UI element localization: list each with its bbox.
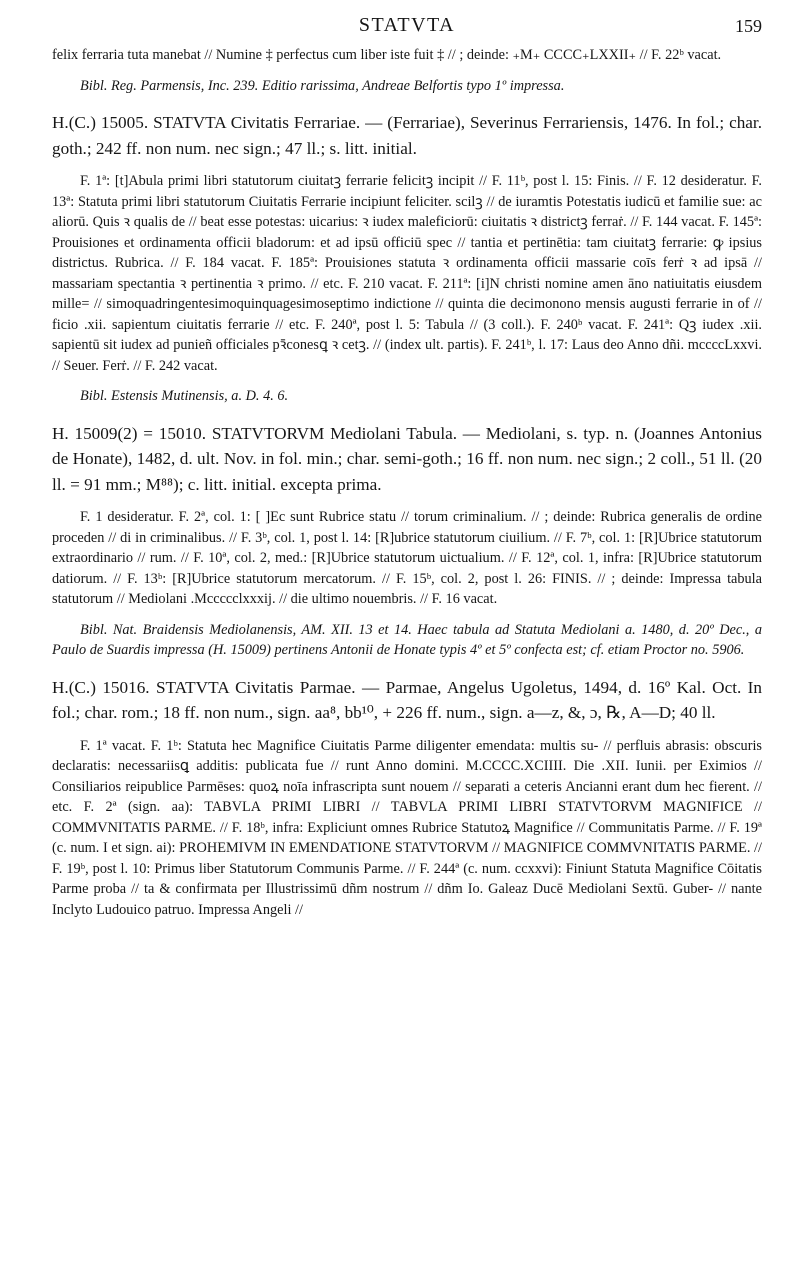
entry-description: F. 1 desideratur. F. 2ª, col. 1: [ ]Ec sunt Rubrice statu // torum criminalium. // ; deinde: Rubrica generalis de ordine proceden // di in criminalibus. // F. 3ᵇ, col. 1, post l. 14: [R]ubrice statutorum ciuilium. // F. 7ᵇ, col. 1: [R]Ubrice statutorum extraordinario // rum. // F. 10ª, col. 2, med.: [R]Ubrice statutorum uictualium. // F. 12ª, col. 1, infra: [R]Ubrice statutorum datiorum. // F. 13ᵇ: [R]Ubrice statutorum mercatorum. // F. 15ᵇ, col. 2, post l. 26: FINIS. // ; deinde: Impressa tabula statutorum // Mediolani .Mccccclxxxij. // die ultimo nouembris. // F. 16 vacat.	[52, 509, 762, 607]
running-head	[52, 14, 762, 42]
page-number: 159	[735, 16, 762, 36]
bibliography-note: Bibl. Estensis Mutinensis, a. D. 4. 6.	[80, 388, 289, 404]
entry-heading: H.(C.) 15016. STATVTA Civitatis Parmae. — Parmae, Angelus Ugoletus, 1494, d. 16º Kal. Oct. In fol.; char. rom.; 18 ff. non num., sign. aa⁸, bb¹⁰, + 226 ff. num., sign. a—z, &, ɔ, ℞, A—D; 40 ll.	[52, 677, 762, 722]
entry-heading: H.(C.) 15005. STATVTA Civitatis Ferrariae. — (Ferrariae), Severinus Ferrariensis, 1476. In fol.; char. goth.; 242 ff. non num. nec sign.; 47 ll.; s. litt. initial.	[52, 113, 762, 158]
bibliography-note: Bibl. Nat. Braidensis Mediolanensis, AM. XII. 13 et 14. Haec tabula ad Statuta Mediolani a. 1480, d. 20º Dec., a Paulo de Suardis impressa (H. 15009) pertinens Antonii de Honate typis 4º et 5º confecta est; cf. etiam Proctor no. 5906.	[52, 621, 762, 658]
entry-heading: H. 15009(2) = 15010. STATVTORVM Mediolani Tabula. — Mediolani, s. typ. n. (Joannes Antonius de Honate), 1482, d. ult. Nov. in fol. min.; char. semi-goth.; 16 ff. non num. nec sign.; 2 coll., 51 ll. (20 ll. = 91 mm.; M⁸⁸); c. litt. initial. excepta prima.	[52, 423, 762, 494]
entry-description: F. 1ª: [t]Abula primi libri statutorum ciuitatꝫ ferrarie felicitꝫ incipit // F. 11ᵇ, post l. 15: Finis. // F. 12 desideratur. F. 13ª: Statuta primi libri statutorum Ciuitatis Ferrarie incipiunt feliciter. scilꝫ // de iuramtis Potestatis iudicū et familie sue: ac aliorū. Quis ꝛ qualis de // beat esse potestas: uicarius: ꝛ iudex maleficiorū: ciuitatis ꝛ districtꝫ ferraṙ. // F. 144 vacat. F. 145ª: Prouisiones et ordinamenta officii bladorum: et ad ipsū officiū spec // tantia et pertinētia: tam ciuitatꝫ ferrarie: ꝙ ipsius districtus. Rubrica. // F. 184 vacat. F. 185ª: Prouisiones statuta ꝛ ordinamenta officii massarie coīs ferṙ ꝛ ad ipsā // massariam spectantia ꝛ pertinentia ꝛ primo. // etc. F. 210 vacat. F. 211ª: [i]N christi nomine amen āno natiuitatis eiusdem mille= // simoquadringentesimoquinquagesimoseptimo indictione // quinta die decimonono mensis augusti ferrarie in of // ficio .xii. sapientum ciuitatis ferrarie // etc. F. 240ª, post l. 5: Tabula // (3 coll.). F. 240ᵇ vacat. F. 241ª: Qꝫ iudex .xii. sapientū sit iudex ad punieñ officiales pꝛ̄conesꝗ ꝛ cetꝫ. // (index ult. partis). F. 241ᵇ, l. 17: Laus deo Anno dñi. mccccLxxvi. // Seuer. Ferṙ. // F. 242 vacat.	[52, 173, 762, 374]
bibliography-note: Bibl. Reg. Parmensis, Inc. 239. Editio rarissima, Andreae Belfortis typo 1º impressa.	[80, 77, 565, 94]
page-body	[52, 45, 762, 920]
entry-continuation: felix ferraria tuta manebat // Numine ‡ perfectus cum liber iste fuit ‡ // ; deinde: ₊M₊ CCCC₊LXXII₊ // F. 22ᵇ vacat.	[52, 47, 722, 63]
entry-description: F. 1ª vacat. F. 1ᵇ: Statuta hec Magnifice Ciuitatis Parme diligenter emendata: multis su- // perfluis abrasis: obscuris declaratis: necessariisꝗ additis: publicata fue // runt Anno domini. M.CCCC.XCIIII. Die .XII. Iunii. per Eximios // Consiliarios reipublice Parmēses: quoꝝ noīa infrascripta sunt nouem // separati a ceteris Ancianni erant dum hec fierent. // etc. F. 2ª (sign. aa): TABVLA PRIMI LIBRI // TABVLA PRIMI LIBRI STATVTORVM MAGNIFICE // COMMVNITATIS PARME. // F. 18ᵇ, infra: Expliciunt omnes Rubrice Statutoꝝ Magnifice // Communitatis Parme. // F. 19ª (c. num. I et sign. ai): PROHEMIVM IN EMENDATIONE STATVTORVM // MAGNIFICE COMMVNITATIS PARME. // F. 19ᵇ, post l. 10: Primus liber Statutorum Communis Parme. // F. 244ª (c. num. ccxxvi): Finiunt Statuta Magnifice Cōitatis Parme proba // ta & confirmata per Illustrissimū dñm nostrum // dñm Io. Galeaz Ducē Mediolani Sextū. Guber- // nante Inclyto Ludouico patruo. Impressa Angeli //	[52, 737, 762, 918]
running-title: STATVTA	[358, 14, 456, 36]
